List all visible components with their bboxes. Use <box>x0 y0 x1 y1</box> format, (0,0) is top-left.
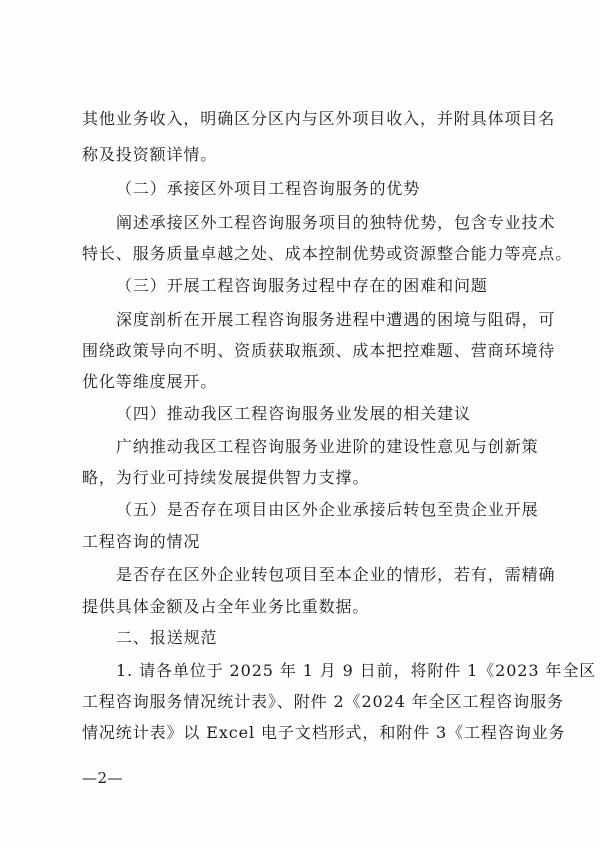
body-text-line: 情况统计表》以 Excel 电子文档形式，和附件 3《工程咨询业务 <box>82 723 566 742</box>
page-number: —2— <box>82 769 124 787</box>
body-text-line: 阐述承接区外工程咨询服务项目的独特优势，包含专业技术 <box>116 213 556 232</box>
section-heading-subcontracting-cont: 工程咨询的情况 <box>82 532 201 551</box>
body-text-line: 提供具体金额及占全年业务比重数据。 <box>82 597 370 616</box>
section-heading-subcontracting: （五）是否存在项目由区外企业承接后转包至贵企业开展 <box>116 500 539 519</box>
body-text-line: 其他业务收入，明确区分区内与区外项目收入，并附具体项目名 <box>82 109 556 128</box>
body-text-line: 深度剖析在开展工程咨询服务进程中遭遇的困境与阻碍，可 <box>116 310 556 329</box>
section-heading-submission: 二、报送规范 <box>116 628 218 647</box>
body-text-line: 优化等维度展开。 <box>82 372 218 391</box>
section-heading-advantages: （二）承接区外项目工程咨询服务的优势 <box>116 179 421 198</box>
body-text-line: 1. 请各单位于 2025 年 1 月 9 日前，将附件 1《2023 年全区 <box>116 661 597 680</box>
body-text-line: 特长、服务质量卓越之处、成本控制优势或资源整合能力等亮点。 <box>82 244 573 263</box>
body-text-line: 称及投资额详情。 <box>82 145 218 164</box>
body-text-line: 是否存在区外企业转包项目至本企业的情形，若有，需精确 <box>116 565 556 584</box>
section-heading-difficulties: （三）开展工程咨询服务过程中存在的困难和问题 <box>116 276 488 295</box>
body-text-line: 广纳推动我区工程咨询服务业进阶的建设性意见与创新策 <box>116 437 539 456</box>
body-text-line: 工程咨询服务情况统计表》、附件 2《2024 年全区工程咨询服务 <box>82 692 564 711</box>
body-text-line: 围绕政策导向不明、资质获取瓶颈、成本把控难题、营商环境待 <box>82 341 556 360</box>
body-text-line: 略，为行业可持续发展提供智力支撑。 <box>82 468 370 487</box>
section-heading-suggestions: （四）推动我区工程咨询服务业发展的相关建议 <box>116 404 471 423</box>
